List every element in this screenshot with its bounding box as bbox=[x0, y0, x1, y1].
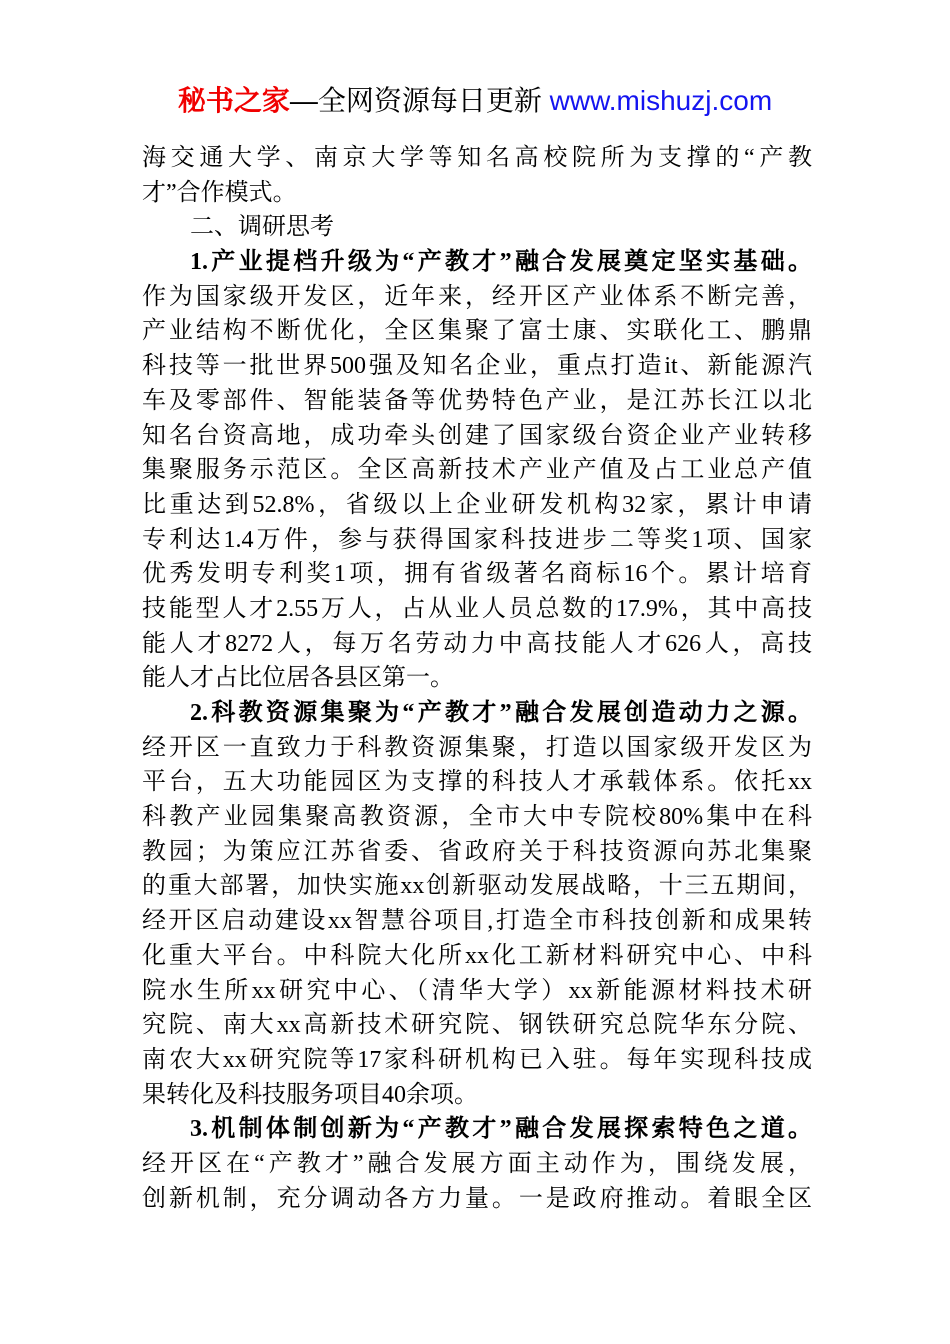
header-separator: — bbox=[289, 85, 318, 116]
text-line: 产业结构不断优化，全区集聚了富士康、实联化工、鹏鼎 bbox=[142, 318, 812, 345]
site-tagline: 全网资源每日更新 bbox=[317, 85, 550, 116]
text-line: 化重大平台。中科院大化所xx化工新材料研究中心、中科 bbox=[142, 942, 812, 969]
text-line: 比重达到52.8%，省级以上企业研发机构32家，累计申请 bbox=[142, 491, 812, 518]
site-url-link[interactable]: www.mishuzj.com bbox=[549, 85, 773, 116]
text-line: 创新机制，充分调动各方力量。一是政府推动。着眼全区 bbox=[142, 1185, 812, 1212]
text-line: 集聚服务示范区。全区高新技术产业产值及占工业总产值 bbox=[142, 457, 812, 484]
text-line: 平台，五大功能园区为支撑的科技人才承载体系。依托xx bbox=[142, 769, 812, 796]
text-line: 南农大xx研究院等17家科研机构已入驻。每年实现科技成 bbox=[142, 1046, 812, 1073]
document-body bbox=[142, 141, 812, 1216]
text-line: 专利达1.4万件，参与获得国家科技进步二等奖1项、国家 bbox=[142, 526, 812, 553]
text-line: 教园；为策应江苏省委、省政府关于科技资源向苏北集聚 bbox=[142, 838, 812, 865]
text-line: 知名台资高地，成功牵头创建了国家级台资企业产业转移 bbox=[142, 422, 812, 449]
text-line: 优秀发明专利奖1项，拥有省级著名商标16个。累计培育 bbox=[142, 561, 812, 588]
text-line: 经开区在“产教才”融合发展方面主动作为，围绕发展， bbox=[142, 1150, 812, 1177]
site-name: 秘书之家 bbox=[177, 85, 290, 116]
text-line: 海交通大学、南京大学等知名高校院所为支撑的“产教 bbox=[142, 145, 812, 171]
text-line: 技能型人才2.55万人，占从业人员总数的17.9%，其中高技 bbox=[142, 595, 812, 622]
text-line: 作为国家级开发区，近年来，经开区产业体系不断完善， bbox=[142, 283, 812, 310]
section-heading-line: 3.机制体制创新为“产教才”融合发展探索特色之道。 bbox=[190, 1116, 812, 1143]
text-line: 科技等一批世界500强及知名企业，重点打造it、新能源汽 bbox=[142, 353, 812, 380]
text-line: 二、调研思考 bbox=[190, 214, 334, 241]
text-line: 的重大部署，加快实施xx创新驱动发展战略，十三五期间， bbox=[142, 873, 812, 900]
text-line: 经开区一直致力于科教资源集聚，打造以国家级开发区为 bbox=[142, 734, 812, 761]
text-line: 科教产业园集聚高教资源，全市大中专院校80%集中在科 bbox=[142, 804, 812, 831]
text-line: 能人才8272人，每万名劳动力中高技能人才626人，高技 bbox=[142, 630, 812, 657]
text-line: 能人才占比位居各县区第一。 bbox=[142, 665, 454, 692]
text-line: 院水生所xx研究中心、（清华大学）xx新能源材料技术研 bbox=[142, 977, 812, 1004]
section-heading-line: 2.科教资源集聚为“产教才”融合发展创造动力之源。 bbox=[190, 700, 812, 726]
text-line: 果转化及科技服务项目40余项。 bbox=[142, 1081, 478, 1108]
text-line: 车及零部件、智能装备等优势特色产业，是江苏长江以北 bbox=[142, 387, 812, 414]
text-line: 究院、南大xx高新技术研究院、钢铁研究总院华东分院、 bbox=[142, 1012, 812, 1039]
section-heading-line: 1.产业提档升级为“产教才”融合发展奠定坚实基础。 bbox=[190, 249, 812, 276]
text-line: 才”合作模式。 bbox=[142, 179, 297, 206]
text-line: 经开区启动建设xx智慧谷项目,打造全市科技创新和成果转 bbox=[142, 908, 812, 935]
site-header bbox=[0, 0, 950, 119]
